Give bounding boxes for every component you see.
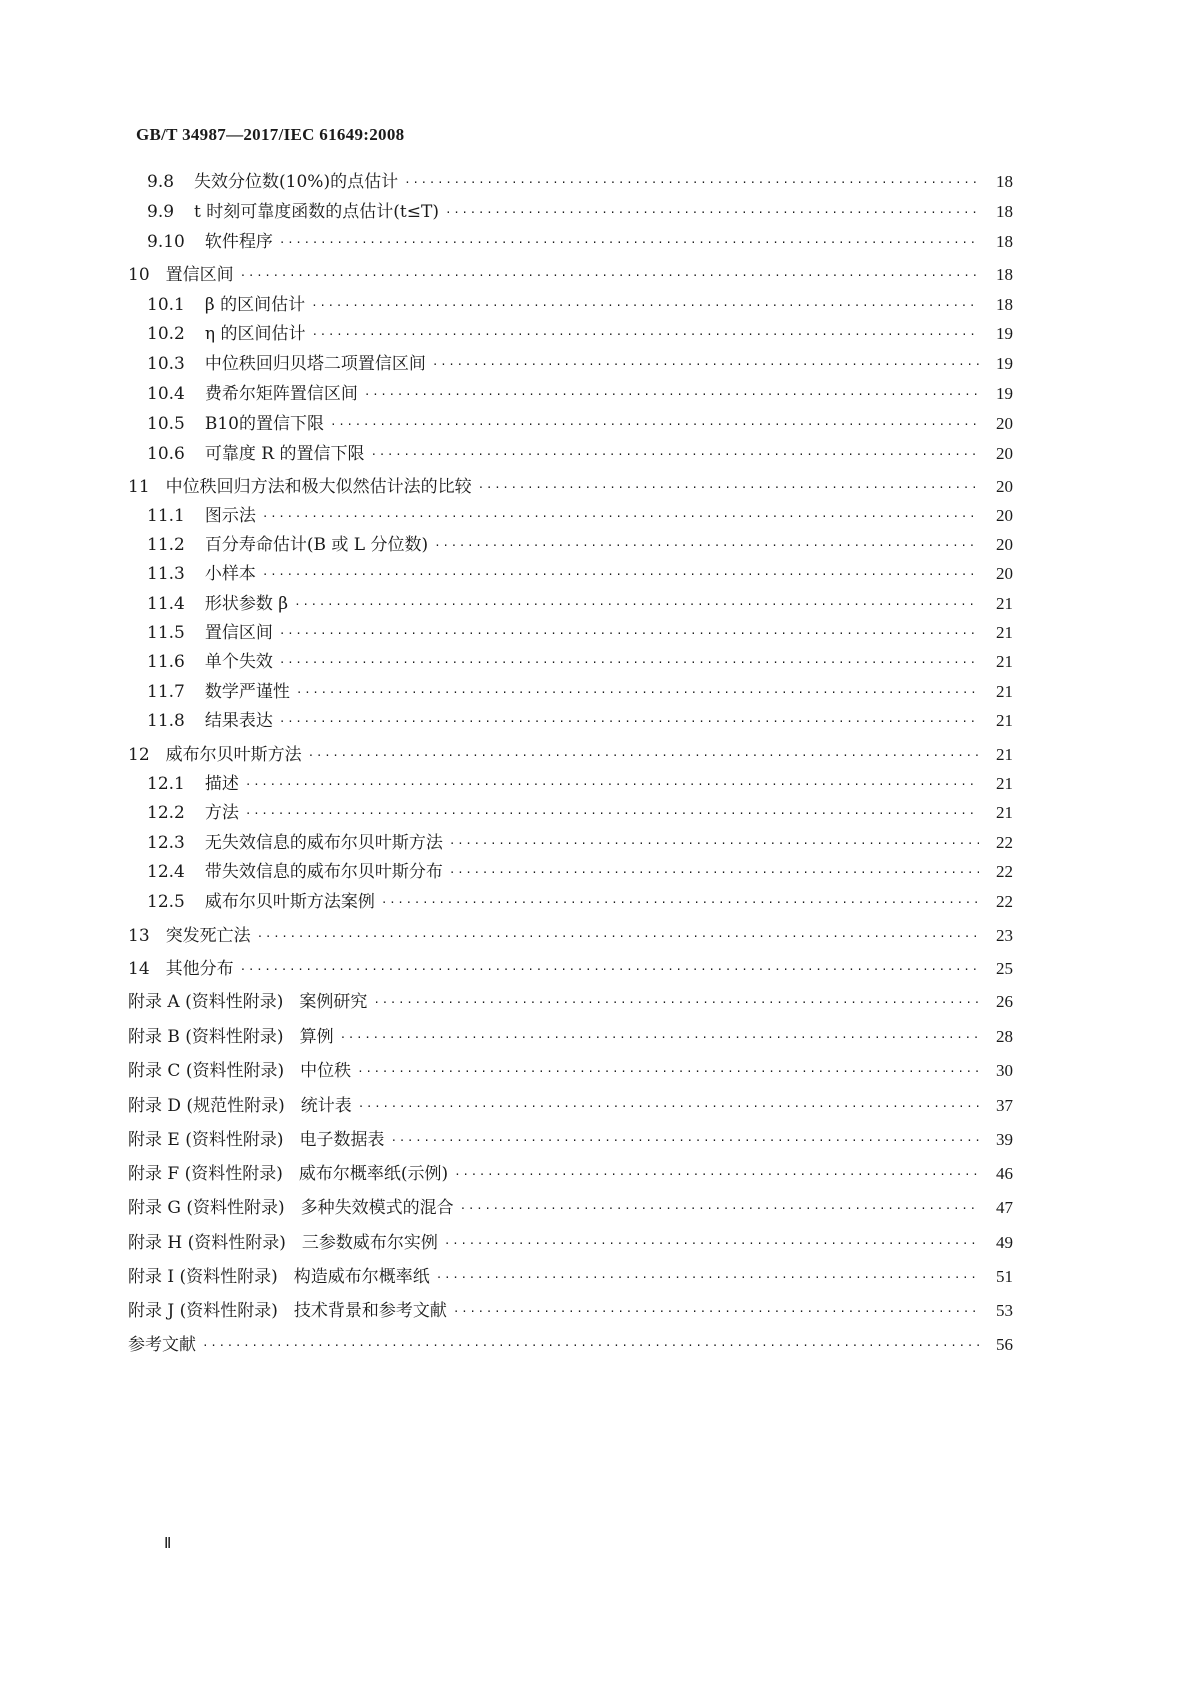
toc-page-number: 21 xyxy=(996,711,1013,730)
toc-entry-title: 置信区间 xyxy=(204,623,273,643)
toc-entry-number: 11.2 xyxy=(147,535,185,555)
toc-entry[interactable] xyxy=(147,201,1013,223)
toc-leader-dots xyxy=(357,1065,979,1082)
toc-entry[interactable] xyxy=(147,891,1013,913)
toc-leader-dots xyxy=(245,778,979,795)
toc-page-number: 19 xyxy=(996,384,1013,403)
toc-leader-dots xyxy=(279,656,979,673)
toc-entry-title: 其他分布 xyxy=(165,959,234,979)
toc-page-number: 21 xyxy=(996,623,1013,642)
toc-entry-number: 14 xyxy=(128,959,150,979)
toc-entry-number: 13 xyxy=(128,926,150,946)
toc-entry-title: 威布尔贝叶斯方法案例 xyxy=(204,892,375,912)
toc-entry-number: 11.7 xyxy=(147,682,185,702)
toc-entry[interactable] xyxy=(147,534,1013,556)
toc-entry-title: 小样本 xyxy=(204,564,256,584)
toc-entry[interactable] xyxy=(128,1129,1013,1151)
toc-entry-title: t 时刻可靠度函数的点估计(t≤T) xyxy=(194,202,439,222)
toc-leader-dots xyxy=(311,299,979,316)
toc-leader-dots xyxy=(330,418,979,435)
toc-entry-title: 中位秩 xyxy=(300,1061,352,1081)
toc-entry-title: 数学严谨性 xyxy=(204,682,290,702)
toc-entry[interactable] xyxy=(128,958,1013,980)
toc-leader-dots xyxy=(390,1134,979,1151)
toc-entry-number: 10.6 xyxy=(147,444,185,464)
toc-page-number: 21 xyxy=(996,652,1013,671)
toc-leader-dots xyxy=(444,1237,979,1254)
toc-leader-dots xyxy=(373,996,979,1013)
toc-entry-number: 11.4 xyxy=(147,594,185,614)
toc-leader-dots xyxy=(432,358,979,375)
toc-entry[interactable] xyxy=(128,1095,1013,1117)
toc-leader-dots xyxy=(257,930,979,947)
toc-entry[interactable] xyxy=(147,593,1013,615)
toc-entry-title: 描述 xyxy=(204,774,239,794)
toc-page-number: 56 xyxy=(996,1335,1013,1354)
toc-page-number: 22 xyxy=(996,833,1013,852)
toc-page-number: 20 xyxy=(996,444,1013,463)
toc-entry[interactable] xyxy=(147,231,1013,253)
toc-entry[interactable] xyxy=(147,832,1013,854)
toc-entry[interactable] xyxy=(128,925,1013,947)
toc-entry-title: β 的区间估计 xyxy=(204,295,306,315)
toc-entry-number: 10.4 xyxy=(147,384,185,404)
toc-entry-number: 11.6 xyxy=(147,652,185,672)
toc-entry-title: 形状参数 β xyxy=(204,594,289,614)
toc-page-number: 26 xyxy=(996,992,1013,1011)
toc-leader-dots xyxy=(445,206,979,223)
toc-page-number: 47 xyxy=(996,1198,1013,1217)
toc-entry-title: 电子数据表 xyxy=(299,1130,385,1150)
toc-entry-number: 9.9 xyxy=(147,202,175,222)
toc-entry-number: 11.3 xyxy=(147,564,185,584)
toc-leader-dots xyxy=(240,963,979,980)
toc-entry[interactable] xyxy=(128,1163,1013,1185)
toc-entry-title: 可靠度 R 的置信下限 xyxy=(204,444,365,464)
toc-page-number: 20 xyxy=(996,564,1013,583)
toc-page-number: 18 xyxy=(996,265,1013,284)
toc-leader-dots xyxy=(279,236,979,253)
toc-entry[interactable] xyxy=(128,1026,1013,1048)
toc-leader-dots xyxy=(449,837,979,854)
toc-leader-dots xyxy=(370,448,979,465)
toc-entry[interactable] xyxy=(128,991,1013,1013)
toc-entry-title: B10的置信下限 xyxy=(204,414,324,434)
toc-page-number: 21 xyxy=(996,682,1013,701)
toc-page-number: 20 xyxy=(996,535,1013,554)
toc-page-number: 25 xyxy=(996,959,1013,978)
toc-entry[interactable] xyxy=(147,710,1013,732)
toc-page-number: 30 xyxy=(996,1061,1013,1080)
toc-page-number: 18 xyxy=(996,202,1013,221)
toc-leader-dots xyxy=(436,1271,979,1288)
toc-entry[interactable] xyxy=(147,413,1013,435)
toc-entry-number: 10 xyxy=(128,265,150,285)
toc-entry[interactable] xyxy=(128,1334,1013,1356)
toc-entry[interactable] xyxy=(147,443,1013,465)
toc-leader-dots xyxy=(340,1031,979,1048)
toc-entry-title: 软件程序 xyxy=(204,232,273,252)
toc-page-number: 20 xyxy=(996,477,1013,496)
toc-page-number: 20 xyxy=(996,506,1013,525)
toc-leader-dots xyxy=(460,1202,979,1219)
toc-entry-number: 12.5 xyxy=(147,892,185,912)
toc-entry[interactable] xyxy=(147,294,1013,316)
toc-entry-title: 算例 xyxy=(299,1027,334,1047)
toc-entry-number: 附录 A (资料性附录) xyxy=(128,992,284,1012)
toc-leader-dots xyxy=(202,1339,979,1356)
toc-entry[interactable] xyxy=(147,563,1013,585)
toc-leader-dots xyxy=(478,481,979,498)
toc-entry-title: η 的区间估计 xyxy=(204,324,306,344)
toc-entry-title: 技术背景和参考文献 xyxy=(293,1301,447,1321)
toc-entry[interactable] xyxy=(147,802,1013,824)
toc-entry-title: 无失效信息的威布尔贝叶斯方法 xyxy=(204,833,443,853)
toc-leader-dots xyxy=(279,715,979,732)
toc-entry-number: 12 xyxy=(128,745,150,765)
toc-entry-title: 突发死亡法 xyxy=(165,926,251,946)
toc-entry-title: 中位秩回归方法和极大似然估计法的比较 xyxy=(165,477,472,497)
toc-entry[interactable] xyxy=(147,505,1013,527)
toc-entry-title: 构造威布尔概率纸 xyxy=(293,1267,430,1287)
toc-page-number: 37 xyxy=(996,1096,1013,1115)
toc-entry-number: 10.2 xyxy=(147,324,185,344)
toc-leader-dots xyxy=(308,749,979,766)
toc-page-number: 18 xyxy=(996,172,1013,191)
toc-entry-number: 12.2 xyxy=(147,803,185,823)
toc-entry-number: 11.8 xyxy=(147,711,185,731)
toc-leader-dots xyxy=(240,269,979,286)
toc-entry[interactable] xyxy=(128,1232,1013,1254)
toc-entry-number: 11.1 xyxy=(147,506,185,526)
toc-entry-number: 附录 C (资料性附录) xyxy=(128,1061,285,1081)
toc-page-number: 46 xyxy=(996,1164,1013,1183)
toc-entry[interactable] xyxy=(147,773,1013,795)
toc-page-number: 19 xyxy=(996,354,1013,373)
toc-leader-dots xyxy=(262,510,979,527)
toc-entry[interactable] xyxy=(128,264,1013,286)
toc-entry-number: 12.4 xyxy=(147,862,185,882)
toc-entry[interactable] xyxy=(128,476,1013,498)
toc-entry-number: 11.5 xyxy=(147,623,185,643)
toc-page-number: 20 xyxy=(996,414,1013,433)
toc-entry-number: 9.10 xyxy=(147,232,185,252)
toc-entry-title: 图示法 xyxy=(204,506,256,526)
toc-leader-dots xyxy=(453,1305,979,1322)
toc-page-number: 19 xyxy=(996,324,1013,343)
toc-page-number: 22 xyxy=(996,892,1013,911)
toc-leader-dots xyxy=(449,866,979,883)
toc-entry-title: 结果表达 xyxy=(204,711,273,731)
toc-page-number: 53 xyxy=(996,1301,1013,1320)
document-code-header: GB/T 34987—2017/IEC 61649:2008 xyxy=(136,125,405,144)
toc-entry-title: 中位秩回归贝塔二项置信区间 xyxy=(204,354,426,374)
toc-entry-number: 10.3 xyxy=(147,354,185,374)
toc-page-number: 21 xyxy=(996,774,1013,793)
toc-leader-dots xyxy=(296,686,979,703)
toc-page-number: 28 xyxy=(996,1027,1013,1046)
toc-leader-dots xyxy=(311,328,979,345)
toc-entry[interactable] xyxy=(128,744,1013,766)
toc-page-number: 23 xyxy=(996,926,1013,945)
toc-entry-number: 参考文献 xyxy=(128,1335,196,1355)
toc-page-number: 51 xyxy=(996,1267,1013,1286)
toc-page-number: 39 xyxy=(996,1130,1013,1149)
toc-entry-number: 附录 E (资料性附录) xyxy=(128,1130,284,1150)
toc-entry-number: 附录 I (资料性附录) xyxy=(128,1267,278,1287)
toc-leader-dots xyxy=(294,598,979,615)
toc-entry-number: 10.1 xyxy=(147,295,185,315)
toc-leader-dots xyxy=(262,568,979,585)
toc-entry-number: 11 xyxy=(128,477,150,497)
toc-leader-dots xyxy=(454,1168,979,1185)
toc-entry-title: 单个失效 xyxy=(204,652,273,672)
toc-leader-dots xyxy=(364,388,979,405)
toc-entry[interactable] xyxy=(147,651,1013,673)
toc-entry-title: 百分寿命估计(B 或 L 分位数) xyxy=(204,535,429,555)
toc-entry-number: 12.1 xyxy=(147,774,185,794)
toc-page-number: 18 xyxy=(996,232,1013,251)
toc-entry[interactable] xyxy=(128,1197,1013,1219)
toc-leader-dots xyxy=(245,807,979,824)
toc-entry-number: 9.8 xyxy=(147,172,175,192)
toc-entry-number: 12.3 xyxy=(147,833,185,853)
toc-entry[interactable] xyxy=(147,383,1013,405)
toc-page-number: 22 xyxy=(996,862,1013,881)
toc-entry-title: 方法 xyxy=(204,803,239,823)
toc-entry-number: 附录 G (资料性附录) xyxy=(128,1198,285,1218)
toc-entry-number: 附录 J (资料性附录) xyxy=(128,1301,278,1321)
toc-entry-title: 失效分位数(10%)的点估计 xyxy=(194,172,399,192)
toc-entry-number: 附录 B (资料性附录) xyxy=(128,1027,284,1047)
toc-page-number: 21 xyxy=(996,594,1013,613)
toc-page-number: 49 xyxy=(996,1233,1013,1252)
toc-entry-title: 带失效信息的威布尔贝叶斯分布 xyxy=(204,862,443,882)
toc-entry-title: 威布尔概率纸(示例) xyxy=(298,1164,449,1184)
toc-leader-dots xyxy=(381,896,979,913)
toc-page-number: 18 xyxy=(996,295,1013,314)
toc-entry-title: 三参数威布尔实例 xyxy=(301,1233,438,1253)
toc-entry-number: 附录 D (规范性附录) xyxy=(128,1096,285,1116)
toc-entry[interactable] xyxy=(147,622,1013,644)
toc-entry[interactable] xyxy=(128,1266,1013,1288)
toc-entry-title: 案例研究 xyxy=(299,992,368,1012)
toc-page-number: 21 xyxy=(996,745,1013,764)
toc-leader-dots xyxy=(404,176,979,193)
toc-entry[interactable] xyxy=(128,1300,1013,1322)
toc-entry[interactable] xyxy=(147,353,1013,375)
toc-entry-title: 统计表 xyxy=(300,1096,352,1116)
toc-entry-title: 费希尔矩阵置信区间 xyxy=(204,384,358,404)
page-number-footer: Ⅱ xyxy=(164,1536,172,1552)
toc-entry-number: 附录 F (资料性附录) xyxy=(128,1164,283,1184)
toc-leader-dots xyxy=(434,539,979,556)
toc-entry-number: 附录 H (资料性附录) xyxy=(128,1233,286,1253)
toc-entry[interactable] xyxy=(128,1060,1013,1082)
toc-entry[interactable] xyxy=(147,681,1013,703)
toc-entry-title: 置信区间 xyxy=(165,265,234,285)
toc-entry[interactable] xyxy=(147,323,1013,345)
toc-entry-title: 威布尔贝叶斯方法 xyxy=(165,745,302,765)
toc-leader-dots xyxy=(358,1100,979,1117)
toc-leader-dots xyxy=(279,627,979,644)
toc-entry[interactable] xyxy=(147,861,1013,883)
toc-entry-number: 10.5 xyxy=(147,414,185,434)
toc-entry-title: 多种失效模式的混合 xyxy=(300,1198,454,1218)
toc-entry[interactable] xyxy=(147,171,1013,193)
toc-page-number: 21 xyxy=(996,803,1013,822)
